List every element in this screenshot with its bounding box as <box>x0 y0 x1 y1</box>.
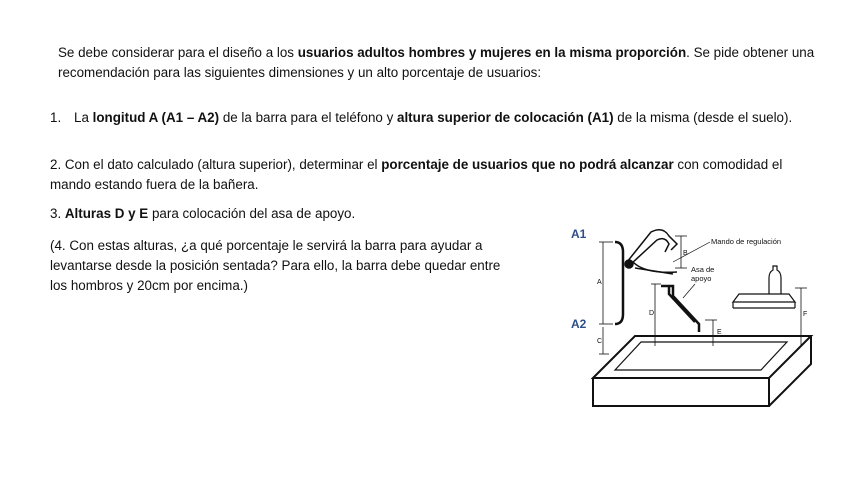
phone-bar <box>615 242 623 324</box>
item-2-text-1: 2. Con el dato calculado (altura superior), determinar el <box>50 157 382 172</box>
dim-e-label: E <box>717 329 722 336</box>
item-1-text-3: de la misma (desde el suelo). <box>613 110 793 125</box>
dim-a-label: A <box>597 279 602 286</box>
dim-d-label: D <box>649 310 655 317</box>
item-3 <box>50 204 550 224</box>
item-1-bold-longitud: longitud A (A1 – A2) <box>92 110 220 125</box>
bathtub-diagram <box>565 222 820 412</box>
label-a1: A1 <box>571 227 587 241</box>
label-a2: A2 <box>571 317 587 331</box>
item-2 <box>50 155 810 195</box>
intro-text-1: Se debe considerar para el diseño a los <box>58 45 298 60</box>
asa-leader <box>683 284 695 298</box>
item-3-bold-alturas: Alturas D y E <box>64 206 149 221</box>
dim-c-label: C <box>597 338 603 345</box>
item-4: (4. Con estas alturas, ¿a qué porcentaje le servirá la barra para ayudar a levantarse desde la posición sentada? Para ello, la barra debe quedar entre los hombros y 20cm por encima.) <box>50 238 501 293</box>
mando-label: Mando de regulación <box>711 237 782 246</box>
item-3-text-1: 3. <box>50 206 65 221</box>
item-1-bold-altura: altura superior de colocación (A1) <box>397 110 614 125</box>
item-1-text-1: La <box>74 110 93 125</box>
asa-label-2: apoyo <box>691 274 712 283</box>
dim-f-label: F <box>803 311 808 318</box>
bathtub <box>593 336 811 406</box>
intro-text-2: . Se pide obtener una recomendación para las siguientes dimensiones y un alto porcentaje de usuarios: <box>58 45 815 80</box>
item-1-text-2: de la barra para el teléfono y <box>219 110 398 125</box>
mando-leader <box>673 242 710 262</box>
shower-head <box>625 230 677 274</box>
intro-bold-users: usuarios adultos hombres y mujeres en la misma proporción <box>297 45 687 60</box>
item-3-text-2: para colocación del asa de apoyo. <box>148 206 356 221</box>
item-1-number: 1. <box>50 110 62 125</box>
item-2-text-2: con comodidad el mando estando fuera de la bañera. <box>50 157 783 192</box>
dim-b-label: B <box>683 250 688 257</box>
item-1-body <box>74 108 810 128</box>
item-1 <box>50 108 810 128</box>
shelf <box>733 266 795 308</box>
grab-bar <box>661 286 699 332</box>
intro-paragraph <box>58 43 818 83</box>
asa-label-1: Asa de <box>691 265 715 274</box>
item-2-bold-porcentaje: porcentaje de usuarios que no podrá alcanzar <box>381 157 674 172</box>
